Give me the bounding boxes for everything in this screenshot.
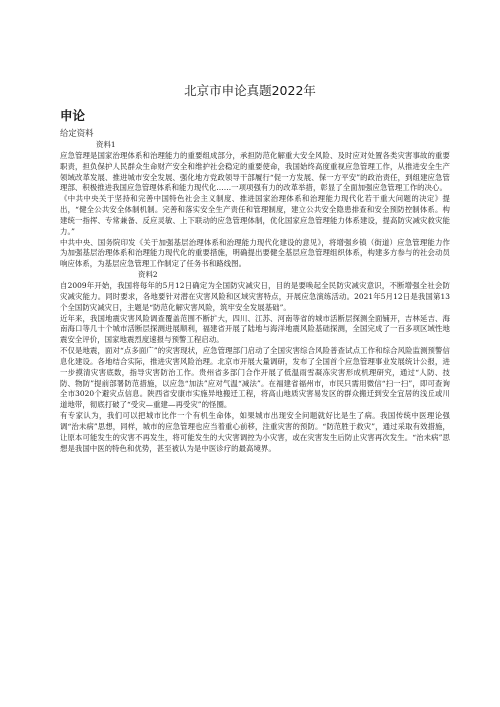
material-2-paragraph-3: 不仅是地震，面对“点多面广”的灾害现状，应急管理部门启动了全国灾害综合风险普查试点工作和综合风险监测预警信息化建设。各地结合实际，推进灾害风险治理。北京市开展大量调研，发布了全国首个应急管理事业发展统计公报，进一步摸清灾害底数，指导灾害防治工作。贵州省多部门合作开展了低温雨雪凝冻灾害形成机理研究，通过“人防、技防、物防”提前部署防范措施，以应急“加法”应对气温“减法”。在福建省福州市，市民只需用微信“扫一扫”，即可查询全市3020个避灾点信息。陕西省安康市实施异地搬迁工程，将高山地质灾害易发区的群众搬迁到安全宜居的浅丘或川道地带，彻底打破了“受灾—重建—再受灾”的怪圈。 [60, 346, 450, 410]
material-2-paragraph-1: 自2009年开始，我国将每年的5月12日确定为全国防灾减灾日，目的是要唤起全民防灾减灾意识，不断增强全社会防灾减灾能力。同时要求，各地要针对潜在灾害风险和区域灾害特点，开展应急演练活动。2021年5月12日是我国第13个全国防灾减灾日，主题是“防范化解灾害风险，筑牢安全发展基础”。 [60, 280, 450, 312]
materials-subheading: 给定资料 [60, 128, 94, 138]
material-1-paragraph-2: 《中共中央关于坚持和完善中国特色社会主义制度、推进国家治理体系和治理能力现代化若干重大问题的决定》提出，“健全公共安全体制机制。完善和落实安全生产责任和管理制度，建立公共安全隐患排查和安全预防控制体系。构建统一指挥、专常兼备、反应灵敏、上下联动的应急管理体制，优化国家应急管理能力体系建设，提高防灾减灾救灾能力。” [60, 194, 450, 236]
document-title: 北京市申论真题2022年 [184, 83, 316, 98]
material-2-paragraph-2: 近年来，我国地震灾害风险调查覆盖范围不断扩大，四川、江苏、河南等省的城市活断层探测全面铺开，吉林延吉、海南海口等几十个城市活断层探测进展顺利，福建省开展了陆地与海洋地震风险基础探测，全国完成了一百多项区域性地震安全评价，国家地震烈度速报与预警工程启动。 [60, 313, 450, 345]
section-heading: 申论 [60, 108, 86, 123]
material-2-label: 资料2 [138, 270, 158, 280]
document-body [60, 140, 450, 454]
material-1-paragraph-1: 应急管理是国家治理体系和治理能力的重要组成部分，承担防范化解重大安全风险、及时应对处置各类灾害事故的重要职责，担负保护人民群众生命财产安全和维护社会稳定的重要使命，我国始终高度重视应急管理工作，从推进安全生产领域改革发展、推进城市安全发展、强化地方党政领导干部履行“促一方发展、保一方平安”的政治责任，到组建应急管理部、积极推进我国应急管理体系和能力现代化……一项项强有力的改革举措，彰显了全面加强应急管理工作的决心。 [60, 150, 450, 193]
material-2-paragraph-4: 有专家认为，我们可以把城市比作一个有机生命体，如果城市出现安全问题就好比是生了病。我国传统中医理论强调“治未病”思想，同样，城市的应急管理也应当着重心前移，注重灾害的预防。“防范胜于救灾”，通过采取有效措施，让原本可能发生的灾害不再发生，将可能发生的大灾害调控为小灾害，或在灾害发生后防止灾害再次发生。“治未病”思想是我国中医的特色和优势，甚至被认为是中医诊疗的最高境界。 [60, 411, 450, 453]
material-1-label: 资料1 [96, 140, 116, 149]
material-1-paragraph-3: 中共中央、国务院印发《关于加强基层治理体系和治理能力现代化建设的意见》，将增强乡镇（街道）应急管理能力作为加强基层治理体系和治理能力现代化的重要措施，明确提出要健全基层应急管理组织体系，构建多方参与的社会动员响应体系，为基层应急管理工作制定了任务书和路线图。 [60, 237, 450, 269]
